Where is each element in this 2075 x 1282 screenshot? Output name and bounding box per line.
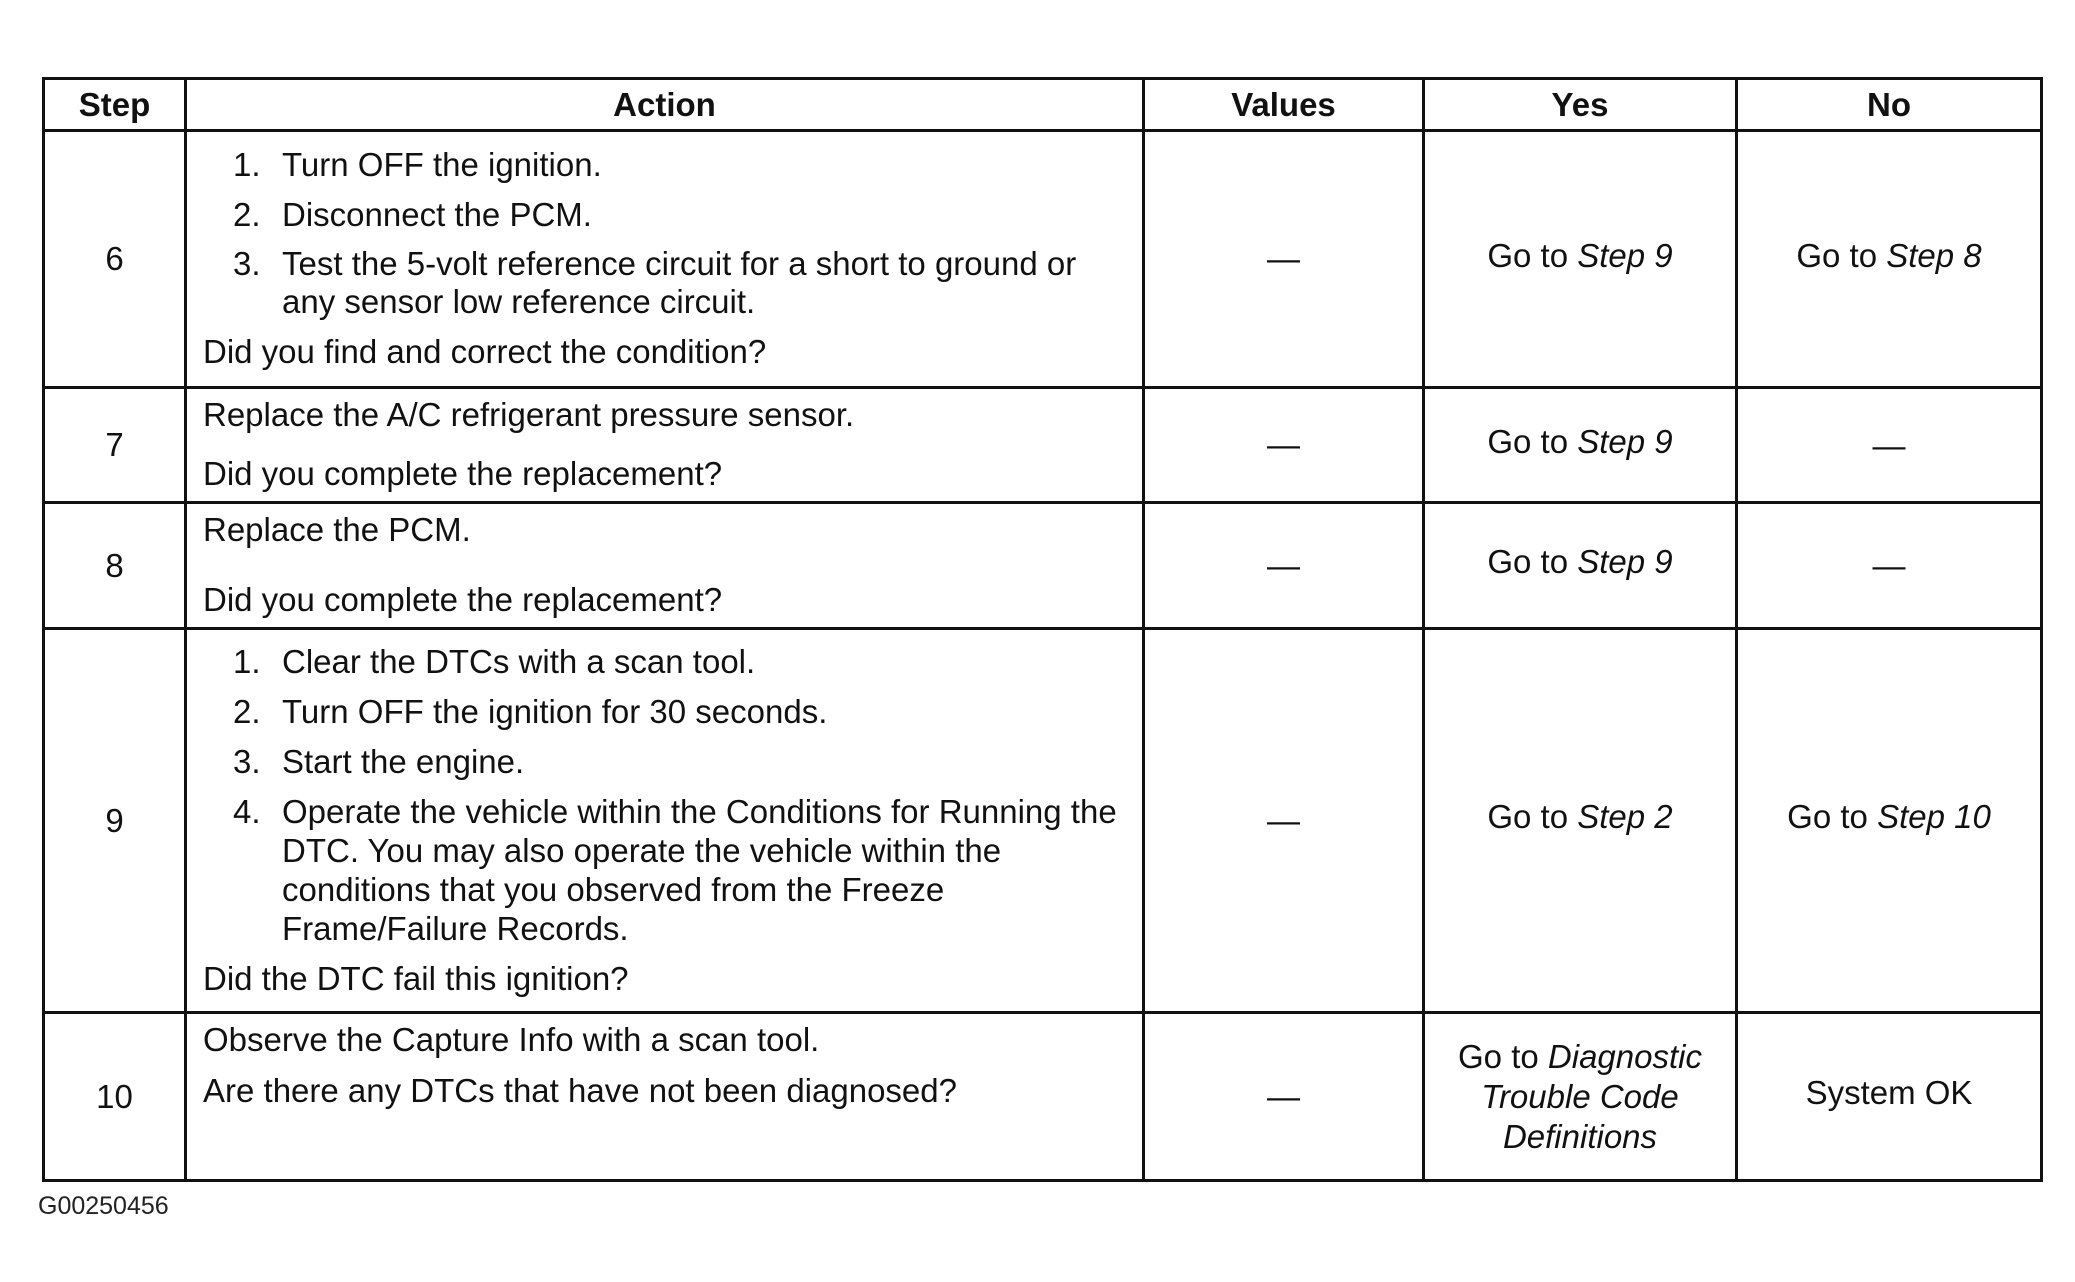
go-to-label: Go to xyxy=(1487,798,1578,835)
item-text: Test the 5-volt reference circuit for a short to ground or any sensor low reference circuit. xyxy=(282,245,1077,320)
step-link[interactable]: Step 8 xyxy=(1886,236,1982,274)
action-list xyxy=(203,145,1128,321)
action-question: Did you complete the replacement? xyxy=(203,581,723,618)
item-text: Turn OFF the ignition for 30 seconds. xyxy=(282,692,828,730)
no-cell: — xyxy=(1737,388,2042,503)
action-cell xyxy=(186,131,1144,388)
no-cell: — xyxy=(1737,503,2042,629)
table-row xyxy=(44,1013,2042,1181)
step-link[interactable]: Step 2 xyxy=(1577,798,1673,835)
table-row xyxy=(44,131,2042,388)
header-yes: Yes xyxy=(1424,79,1737,131)
action-question: Are there any DTCs that have not been diagnosed? xyxy=(203,1072,957,1109)
step-number: 10 xyxy=(44,1013,186,1181)
list-item xyxy=(203,792,1128,948)
item-text: Turn OFF the ignition. xyxy=(282,146,602,183)
item-text: Operate the vehicle within the Conditions for Running the DTC. You may also operate the vehicle within the conditions that you observed from the Freeze Frame/Failure Records. xyxy=(282,792,1117,947)
header-step: Step xyxy=(44,79,186,131)
table-row xyxy=(44,503,2042,629)
item-number: 4. xyxy=(233,792,261,830)
step-number: 9 xyxy=(44,629,186,1013)
action-cell xyxy=(186,1013,1144,1181)
item-text: Clear the DTCs with a scan tool. xyxy=(282,642,756,680)
yes-cell xyxy=(1424,388,1737,503)
action-text: Replace the A/C refrigerant pressure sensor. xyxy=(203,396,855,433)
diagnostic-table xyxy=(42,77,2043,1182)
yes-cell xyxy=(1424,503,1737,629)
action-text: Observe the Capture Info with a scan tool. xyxy=(203,1021,820,1058)
header-values: Values xyxy=(1144,79,1424,131)
yes-cell xyxy=(1424,1013,1737,1181)
yes-cell xyxy=(1424,629,1737,1013)
action-cell xyxy=(186,629,1144,1013)
list-item xyxy=(203,692,1128,731)
go-to-label: Go to xyxy=(1487,422,1578,460)
action-list xyxy=(203,642,1128,948)
definitions-link[interactable]: Diagnostic Trouble Code Definitions xyxy=(1481,1038,1702,1155)
item-text: Disconnect the PCM. xyxy=(282,196,592,233)
table-row xyxy=(44,629,2042,1013)
item-number: 3. xyxy=(233,245,261,282)
go-to-label: Go to xyxy=(1487,236,1578,274)
go-to-label: Go to xyxy=(1458,1038,1548,1075)
step-link[interactable]: Step 10 xyxy=(1877,798,1991,835)
action-question: Did you find and correct the condition? xyxy=(203,333,767,370)
header-no: No xyxy=(1737,79,2042,131)
item-number: 2. xyxy=(233,196,261,233)
values-cell: — xyxy=(1144,503,1424,629)
values-cell: — xyxy=(1144,131,1424,388)
step-number: 7 xyxy=(44,388,186,503)
list-item xyxy=(203,145,1128,184)
list-item xyxy=(203,642,1128,681)
action-question: Did you complete the replacement? xyxy=(203,455,723,492)
item-number: 1. xyxy=(233,146,261,183)
go-to-label: Go to xyxy=(1796,236,1887,274)
step-link[interactable]: Step 9 xyxy=(1577,422,1673,460)
table-header-row xyxy=(44,79,2042,131)
item-number: 3. xyxy=(233,742,261,780)
action-cell xyxy=(186,503,1144,629)
values-cell: — xyxy=(1144,1013,1424,1181)
no-cell xyxy=(1737,629,2042,1013)
yes-cell xyxy=(1424,131,1737,388)
action-question: Did the DTC fail this ignition? xyxy=(203,959,629,997)
list-item xyxy=(203,742,1128,781)
values-cell: — xyxy=(1144,629,1424,1013)
header-action: Action xyxy=(186,79,1144,131)
table-row xyxy=(44,388,2042,503)
figure-id: G00250456 xyxy=(38,1192,169,1220)
go-to-label: Go to xyxy=(1487,543,1578,580)
step-link[interactable]: Step 9 xyxy=(1577,236,1673,274)
action-cell xyxy=(186,388,1144,503)
item-number: 1. xyxy=(233,642,261,680)
no-cell: System OK xyxy=(1737,1013,2042,1181)
no-cell xyxy=(1737,131,2042,388)
item-number: 2. xyxy=(233,692,261,730)
action-text: Replace the PCM. xyxy=(203,511,471,548)
list-item xyxy=(203,195,1128,234)
list-item xyxy=(203,245,1128,321)
go-to-label: Go to xyxy=(1787,798,1878,835)
step-link[interactable]: Step 9 xyxy=(1577,543,1673,580)
step-number: 8 xyxy=(44,503,186,629)
values-cell: — xyxy=(1144,388,1424,503)
item-text: Start the engine. xyxy=(282,742,525,780)
step-number: 6 xyxy=(44,131,186,388)
